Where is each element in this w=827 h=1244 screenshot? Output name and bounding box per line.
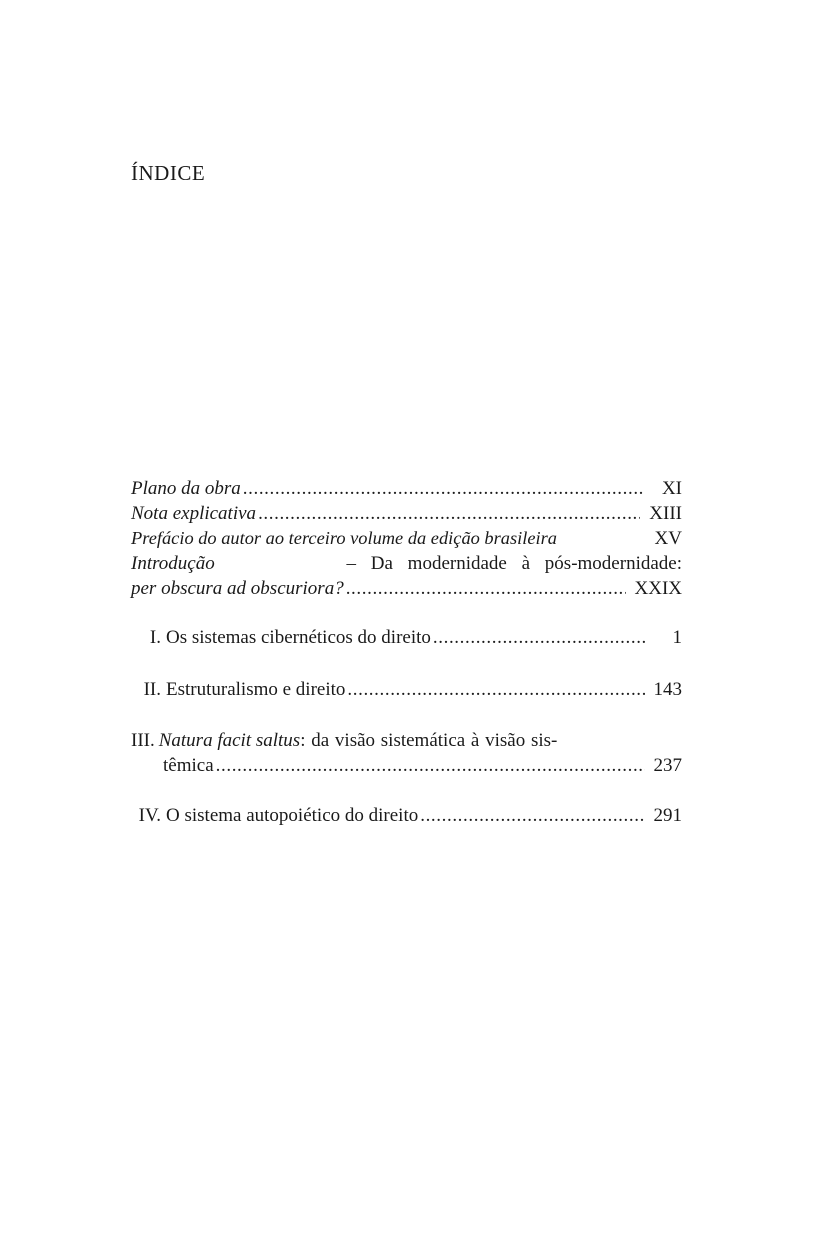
chapter-page: 237 [653,755,682,776]
leader-dots [243,476,645,501]
chapter-page: 1 [672,627,682,648]
toc-chapter[interactable] [131,728,682,778]
toc-entry-page: XI [661,478,682,499]
chapter-title-continued: têmica [163,755,214,776]
chapter-title: Os sistemas cibernéticos do direito [166,627,431,648]
introduction-subtitle-2: per obscura ad obscuriora? [131,578,344,599]
toc-entry-page: XV [654,528,682,549]
page-title: ÍNDICE [131,161,206,185]
chapter-line-2 [131,753,682,778]
leader-dots [347,677,644,702]
leader-dots [420,803,644,828]
toc-entry-label: Prefácio do autor ao terceiro volume da edição brasileira [131,528,557,548]
leader-dots [258,501,640,526]
chapter-title: O sistema autopoiético do direito [166,805,419,826]
toc-entry-page: XIII [649,503,682,524]
leader-dots [346,576,626,601]
leader-dots [216,753,645,778]
toc-front-matter [131,476,682,601]
chapter-line-1 [131,728,682,753]
chapter-number: II. [143,679,161,700]
introduction-line-1 [131,551,682,576]
chapter-page: 143 [653,679,682,700]
toc-entry[interactable] [131,501,682,526]
toc-chapter[interactable] [131,625,682,650]
introduction-line-2 [131,576,682,601]
toc-entry-page: XXIX [634,578,682,599]
chapter-title-rest: : da visão sistemática à visão sis- [300,730,558,751]
toc-entry-label: Nota explicativa [131,503,257,524]
chapter-title: Estruturalismo e direito [166,679,346,700]
chapter-number: III. [131,730,155,751]
chapter-number: I. [149,627,161,648]
chapter-page: 291 [653,805,682,826]
chapter-title-italic: Natura facit saltus [158,730,301,751]
leader-dots [433,625,645,650]
introduction-subtitle: – Da modernidade à pós-modernidade: [346,553,682,574]
toc-entry[interactable] [131,476,682,501]
toc-chapter[interactable] [131,677,682,702]
chapter-number: IV. [138,805,161,826]
toc-entry-label: Plano da obra [131,478,241,499]
introduction-label: Introdução [131,553,215,574]
toc-chapter[interactable] [131,803,682,828]
toc-entry[interactable] [131,526,682,551]
toc-entry-introduction[interactable] [131,551,682,601]
